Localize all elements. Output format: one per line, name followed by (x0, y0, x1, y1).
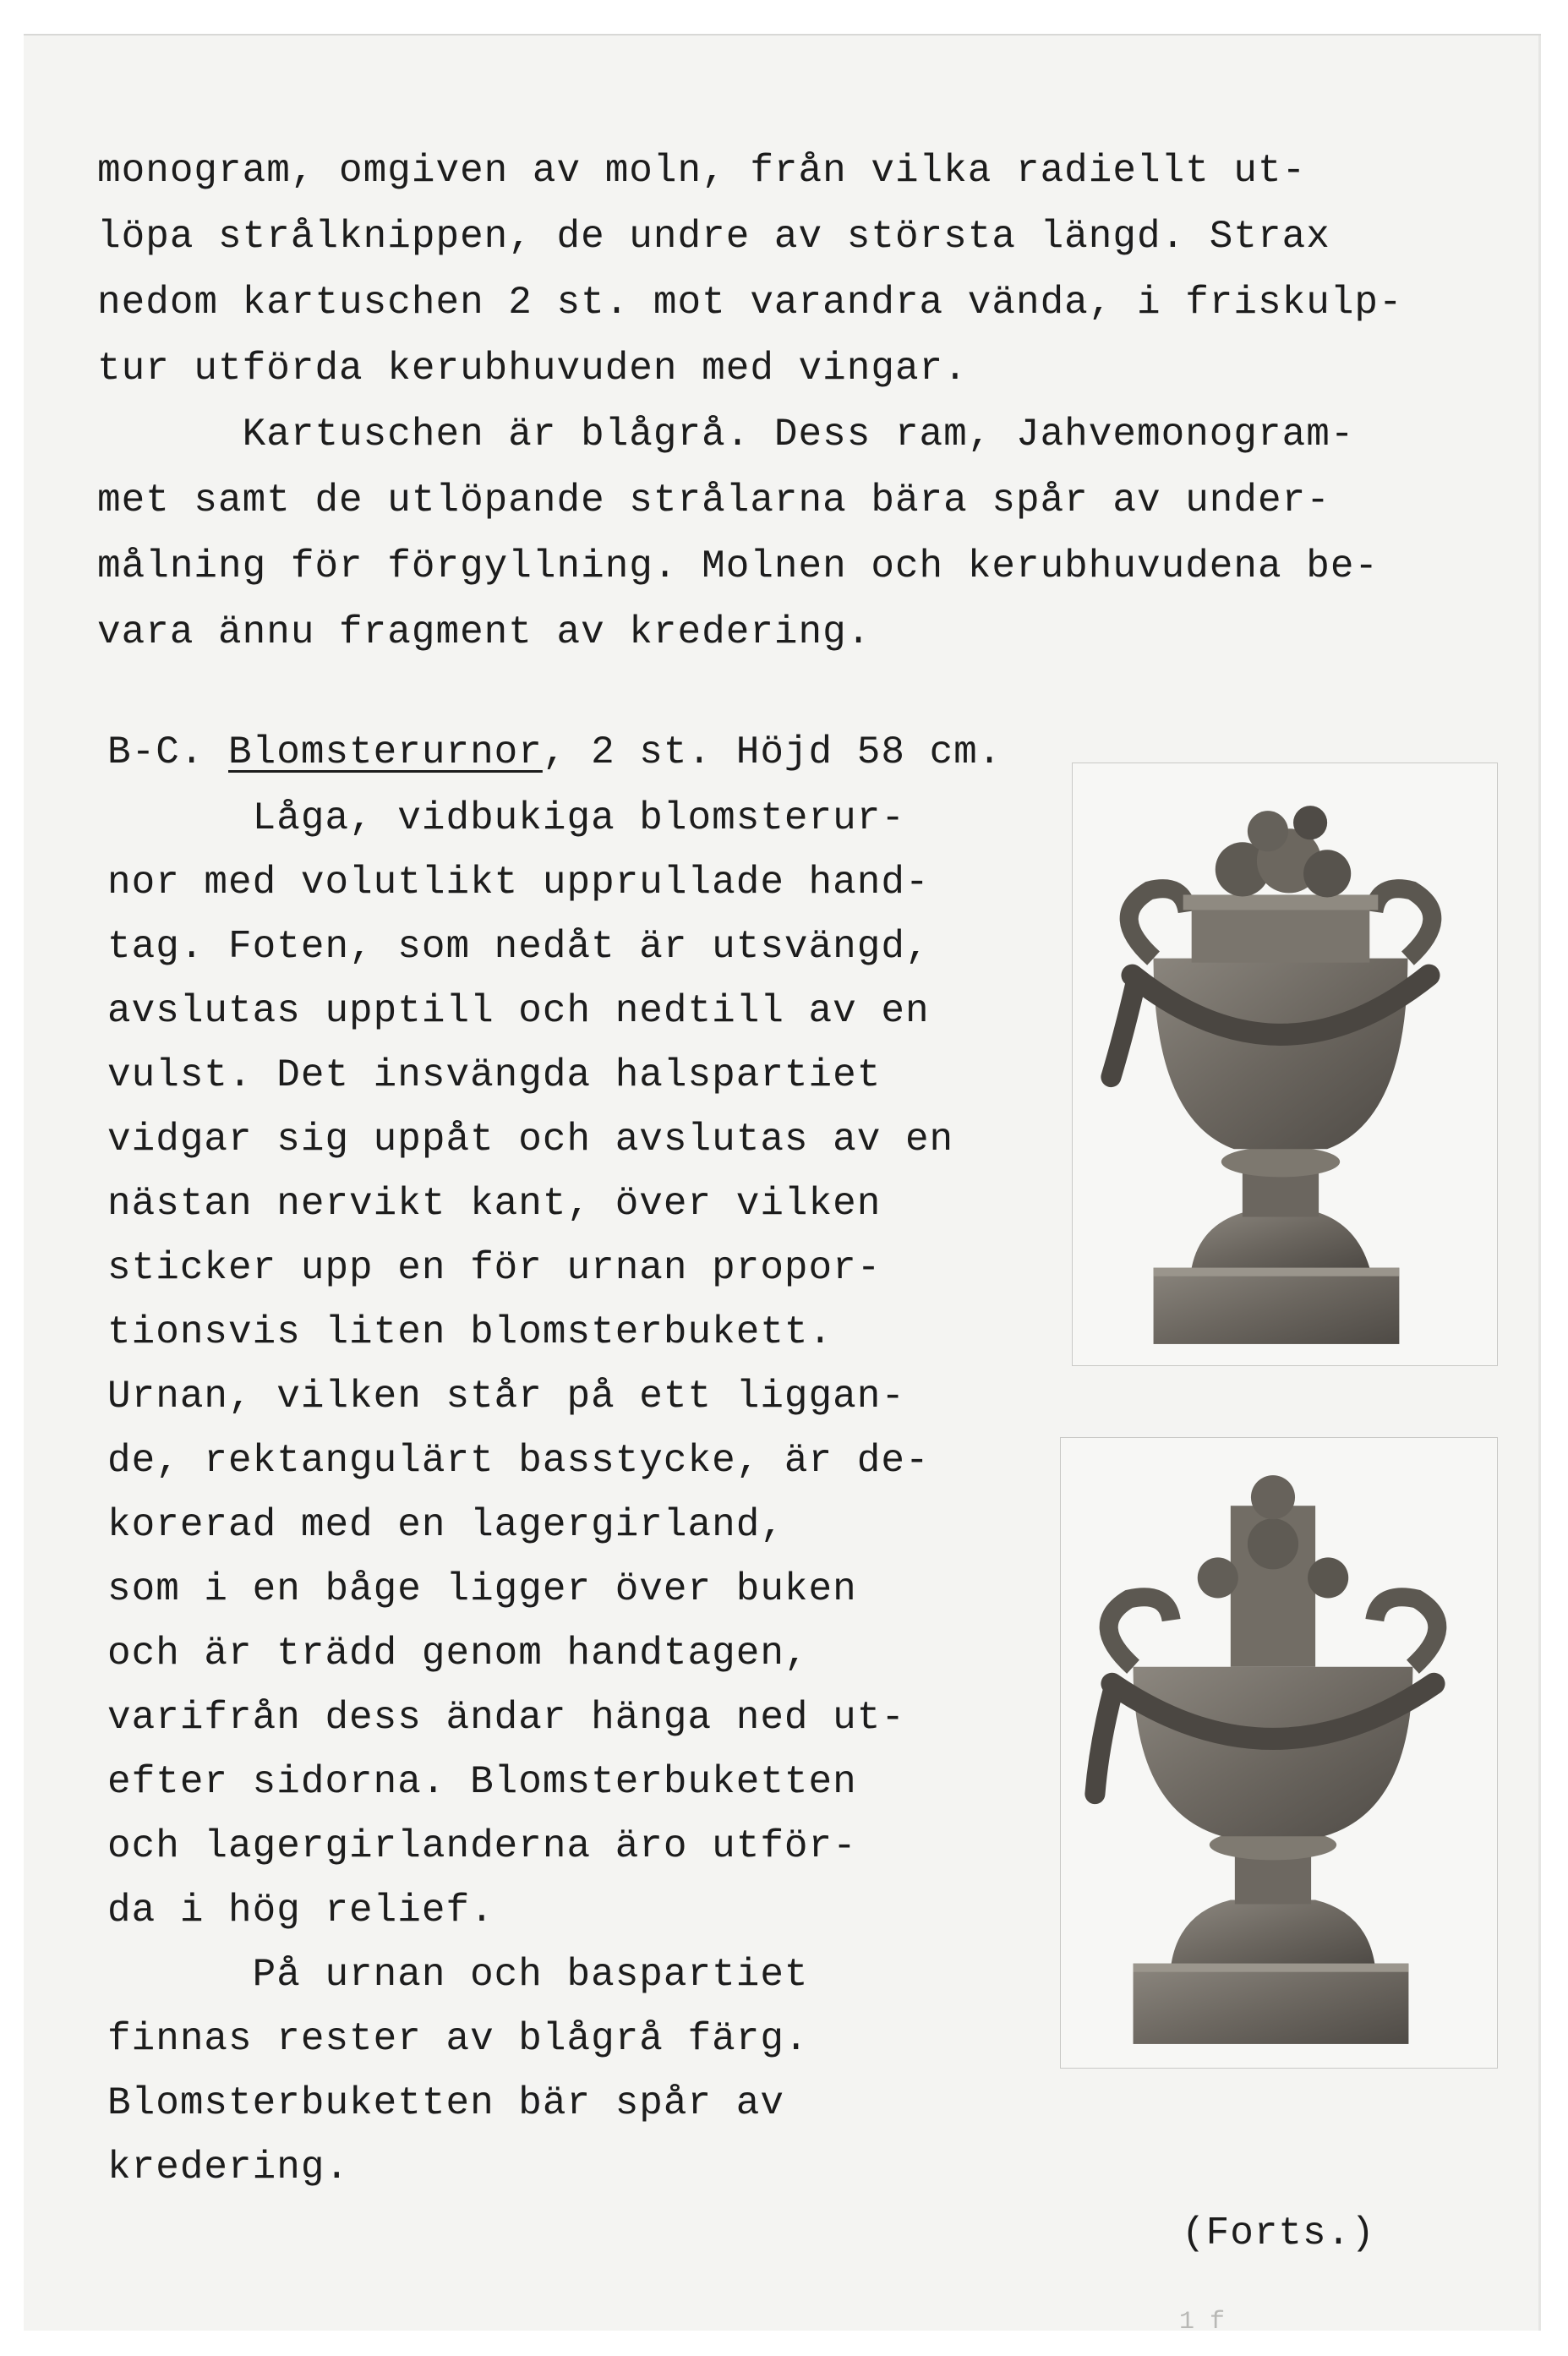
text-line: da i hög relief. (107, 1889, 494, 1932)
text-line: nor med volutlikt upprullade hand- (107, 861, 930, 905)
text-line: löpa strålknippen, de undre av största längd. Strax (97, 215, 1330, 259)
urn-illustration (1073, 763, 1497, 1365)
text-line: vara ännu fragment av kredering. (97, 610, 871, 654)
urn-photo-1 (1072, 763, 1498, 1366)
text-line: vidgar sig uppåt och avslutas av en (107, 1118, 954, 1162)
text-line: Blomsterbuketten bär spår av (107, 2081, 784, 2125)
text-line: och är trädd genom handtagen, (107, 1632, 809, 1675)
text-line: de, rektangulärt basstycke, är de- (107, 1439, 930, 1483)
text-line: Låga, vidbukiga blomsterur- (107, 796, 905, 840)
text-line: efter sidorna. Blomsterbuketten (107, 1760, 857, 1804)
continuation-note: (Forts.) (1182, 2211, 1375, 2255)
text-line: nedom kartuschen 2 st. mot varandra vända, i friskulp- (97, 281, 1403, 325)
text-line: avslutas upptill och nedtill av en (107, 989, 930, 1033)
text-line: nästan nervikt kant, över vilken (107, 1182, 882, 1226)
urn-photo-2 (1060, 1437, 1498, 2069)
entry-prefix: B-C. (107, 730, 229, 774)
entry-title: Blomsterurnor (228, 730, 543, 774)
text-line: tag. Foten, som nedåt är utsvängd, (107, 925, 930, 969)
text-line: vulst. Det insvängda halspartiet (107, 1053, 882, 1097)
text-line: korerad med en lagergirland, (107, 1503, 784, 1547)
urn-illustration (1061, 1438, 1497, 2068)
text-line: tionsvis liten blomsterbukett. (107, 1310, 833, 1354)
entry-suffix: , 2 st. Höjd 58 cm. (542, 730, 1003, 774)
text-line: som i en båge ligger över buken (107, 1567, 857, 1611)
entry-heading (107, 727, 1002, 778)
text-line: sticker upp en för urnan propor- (107, 1246, 882, 1290)
text-line: Kartuschen är blågrå. Dess ram, Jahvemonogram- (97, 413, 1355, 456)
page-mark: 1 f (1179, 2308, 1226, 2337)
text-line: met samt de utlöpande strålarna bära spår av under- (97, 478, 1330, 522)
text-line: kredering. (107, 2146, 350, 2189)
text-line: Urnan, vilken står på ett liggan- (107, 1375, 905, 1419)
text-line: varifrån dess ändar hänga ned ut- (107, 1696, 905, 1740)
text-line: och lagergirlanderna äro utför- (107, 1824, 857, 1868)
text-line: På urnan och baspartiet (107, 1953, 809, 1997)
text-line: tur utförda kerubhuvuden med vingar. (97, 347, 968, 391)
text-line: monogram, omgiven av moln, från vilka radiellt ut- (97, 149, 1307, 193)
text-line: finnas rester av blågrå färg. (107, 2017, 809, 2061)
text-line: målning för förgyllning. Molnen och kerubhuvudena be- (97, 544, 1380, 588)
